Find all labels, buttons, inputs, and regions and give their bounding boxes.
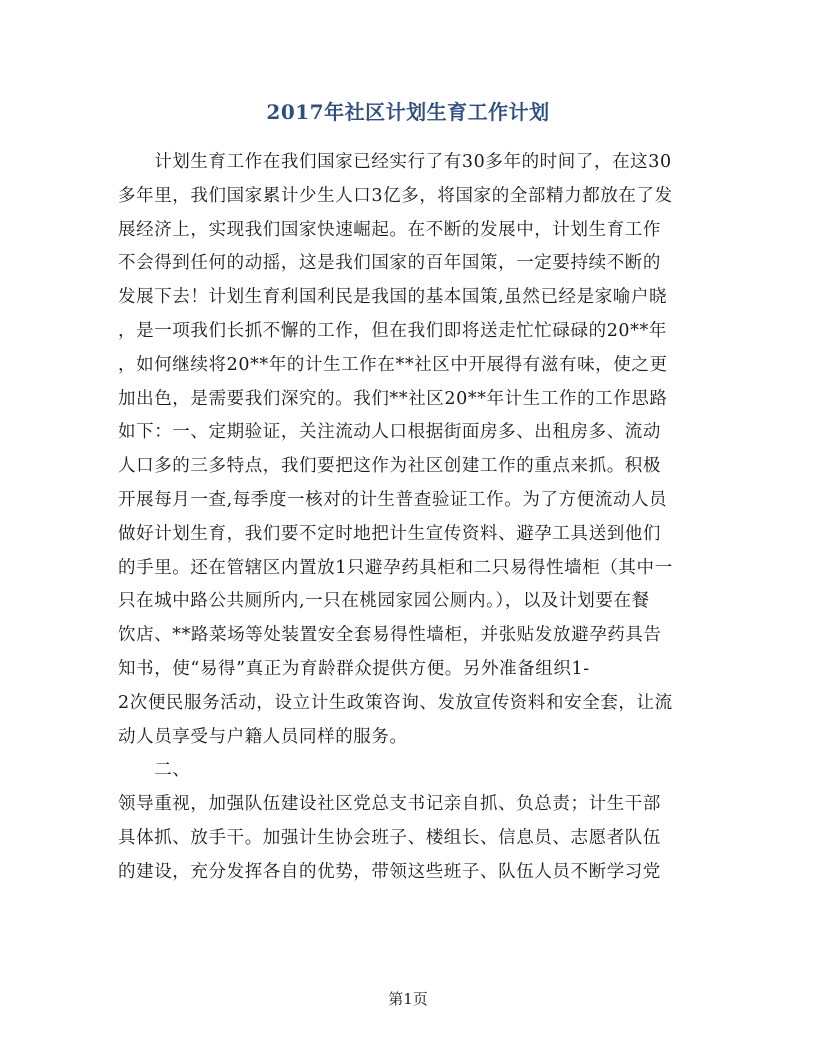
body-line: 动人员享受与户籍人员同样的服务。 — [118, 726, 408, 747]
body-line: ，是一项我们长抓不懈的工作，但在我们即将送走忙忙碌碌的20**年 — [118, 320, 667, 341]
body-line: 领导重视，加强队伍建设社区党总支书记亲自抓、负总责；计生干部 — [118, 794, 661, 815]
body-line: 加出色，是需要我们深究的。我们**社区20**年计生工作的工作思路 — [118, 388, 668, 409]
section-heading: 二、 — [118, 760, 191, 781]
body-line: 不会得到任何的动摇，这是我们国家的百年国策，一定要持续不断的 — [118, 253, 661, 274]
body-line: 如下：一、定期验证，关注流动人口根据街面房多、出租房多、流动 — [118, 422, 661, 443]
document-body — [118, 146, 698, 890]
body-line: 的手里。还在管辖区内置放1只避孕药具柜和二只易得性墙柜（其中一 — [118, 557, 673, 578]
body-line: 开展每月一查,每季度一核对的计生普查验证工作。为了方便流动人员 — [118, 489, 668, 510]
body-line: 多年里，我们国家累计少生人口3亿多，将国家的全部精力都放在了发 — [118, 185, 673, 206]
body-line: 2次便民服务活动，设立计生政策咨询、发放宣传资料和安全套，让流 — [118, 692, 673, 713]
body-line: 的建设，充分发挥各自的优势，带领这些班子、队伍人员不断学习党 — [118, 861, 661, 882]
body-line: 计划生育工作在我们国家已经实行了有30多年的时间了，在这30 — [118, 152, 672, 172]
body-line: 人口多的三多特点，我们要把这作为社区创建工作的重点来抓。积极 — [118, 456, 661, 477]
page-number: 第1页 — [388, 990, 428, 1008]
body-line: ，如何继续将20**年的计生工作在**社区中开展得有滋有味，使之更 — [118, 354, 668, 375]
body-line: 饮店、**路菜场等处装置安全套易得性墙柜，并张贴发放避孕药具告 — [118, 625, 662, 646]
body-line: 展经济上，实现我们国家快速崛起。在不断的发展中，计划生育工作 — [118, 219, 661, 240]
body-line: 做好计划生育，我们要不定时地把计生宣传资料、避孕工具送到他们 — [118, 523, 661, 544]
body-line: 只在城中路公共厕所内,一只在桃园家园公厕内。），以及计划要在餐 — [118, 591, 650, 612]
document-title: 2017年社区计划生育工作计划 — [266, 100, 550, 124]
body-line: 知书，使“易得”真正为育龄群众提供方便。另外准备组织1- — [118, 658, 590, 679]
body-line: 发展下去！计划生育利国利民是我国的基本国策,虽然已经是家喻户晓 — [118, 287, 668, 308]
body-line: 具体抓、放手干。加强计生协会班子、楼组长、信息员、志愿者队伍 — [118, 827, 661, 848]
